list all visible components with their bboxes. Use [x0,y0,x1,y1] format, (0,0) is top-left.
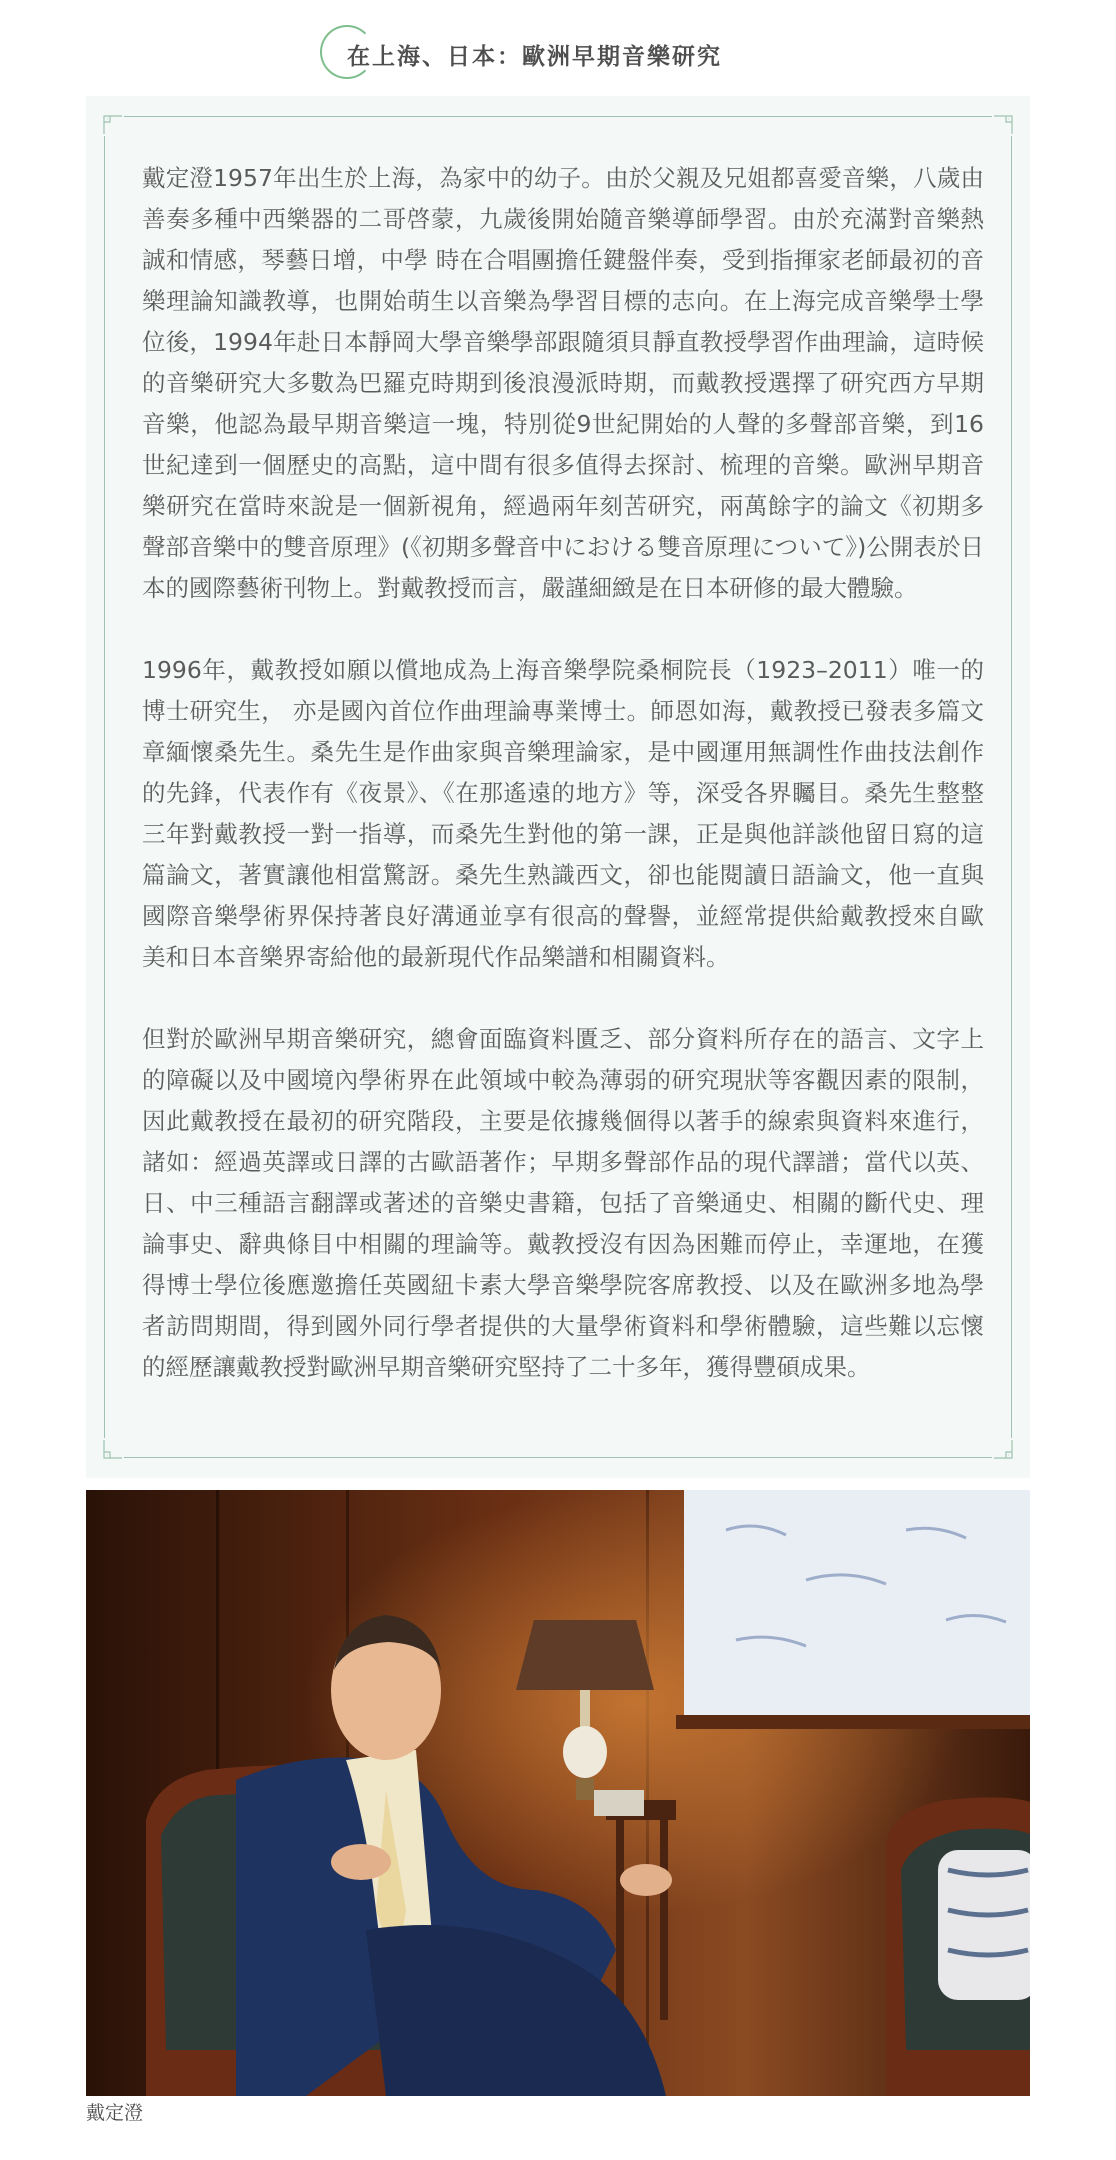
corner-ornament-icon [992,1438,1014,1460]
portrait-illustration [86,1490,1030,2096]
corner-ornament-icon [992,114,1014,136]
frame-line-top [124,116,992,117]
article-paragraph-3: 但對於歐洲早期音樂研究，總會面臨資料匱乏、部分資料所存在的語言、文字上的障礙以及中國境內學術界在此領域中較為薄弱的研究現狀等客觀因素的限制，因此戴教授在最初的研究階段，主要是依據幾個得以著手的線索與資料來進行，諸如：經過英譯或日譯的古歐語著作；早期多聲部作品的現代譯譜；當代以英、日、中三種語言翻譯或著述的音樂史書籍，包括了音樂通史、相關的斷代史、理論事史、辭典條目中相關的理論等。戴教授沒有因為困難而停止，幸運地，在獲得博士學位後應邀擔任英國紐卡素大學音樂學院客席教授、以及在歐洲多地為學者訪問期間，得到國外同行學者提供的大量學術資料和學術體驗，這些難以忘懷的經歷讓戴教授對歐洲早期音樂研究堅持了二十多年，獲得豐碩成果。 [142,1025,984,1381]
article-text-card [86,96,1030,1478]
photo-caption: 戴定澄 [86,2102,144,2124]
article-paragraph-1: 戴定澄1957年出生於上海，為家中的幼子。由於父親及兄姐都喜愛音樂，八歲由善奏多種中西樂器的二哥啓蒙，九歲後開始隨音樂導師學習。由於充滿對音樂熱誠和情感，琴藝日增，中學 時在合唱團擔任鍵盤伴奏，受到指揮家老師最初的音樂理論知識教導，也開始萌生以音樂為學習目標的志向。在上海完成音樂學士學位後，1994年赴日本靜岡大學音樂學部跟隨須貝靜直教授學習作曲理論，這時候的音樂研究大多數為巴羅克時期到後浪漫派時期，而戴教授選擇了研究西方早期音樂，他認為最早期音樂這一塊，特別從9世紀開始的人聲的多聲部音樂，到16世紀達到一個歷史的高點，這中間有很多值得去探討、梳理的音樂。歐洲早期音樂研究在當時來說是一個新視角，經過兩年刻苦研究，兩萬餘字的論文《初期多聲部音樂中的雙音原理》(《初期多聲音中における雙音原理について》)公開表於日本的國際藝術刊物上。對戴教授而言，嚴謹細緻是在日本研修的最大體驗。 [142,164,984,602]
article-paragraph-2: 1996年，戴教授如願以償地成為上海音樂學院桑桐院長（1923–2011）唯一的博士研究生， 亦是國內首位作曲理論專業博士。師恩如海，戴教授已發表多篇文章緬懷桑先生。桑先生是作曲家與音樂理論家，是中國運用無調性作曲技法創作的先鋒，代表作有《夜景》、《在那遙遠的地方》等，深受各界矚目。桑先生整整三年對戴教授一對一指導，而桑先生對他的第一課，正是與他詳談他留日寫的這篇論文，著實讓他相當驚訝。桑先生熟識西文，卻也能閱讀日語論文，他一直與國際音樂學術界保持著良好溝通並享有很高的聲譽，並經常提供給戴教授來自歐美和日本音樂界寄給他的最新現代作品樂譜和相關資料。 [142,656,984,971]
article-body [142,158,984,1429]
frame-line-bottom [124,1457,992,1458]
section-header [0,22,1116,84]
frame-line-right [1011,136,1012,1438]
frame-line-left [104,136,105,1438]
corner-ornament-icon [102,114,124,136]
section-title: 在上海、日本：歐洲早期音樂研究 [347,44,722,70]
portrait-photo [86,1490,1030,2096]
corner-ornament-icon [102,1438,124,1460]
